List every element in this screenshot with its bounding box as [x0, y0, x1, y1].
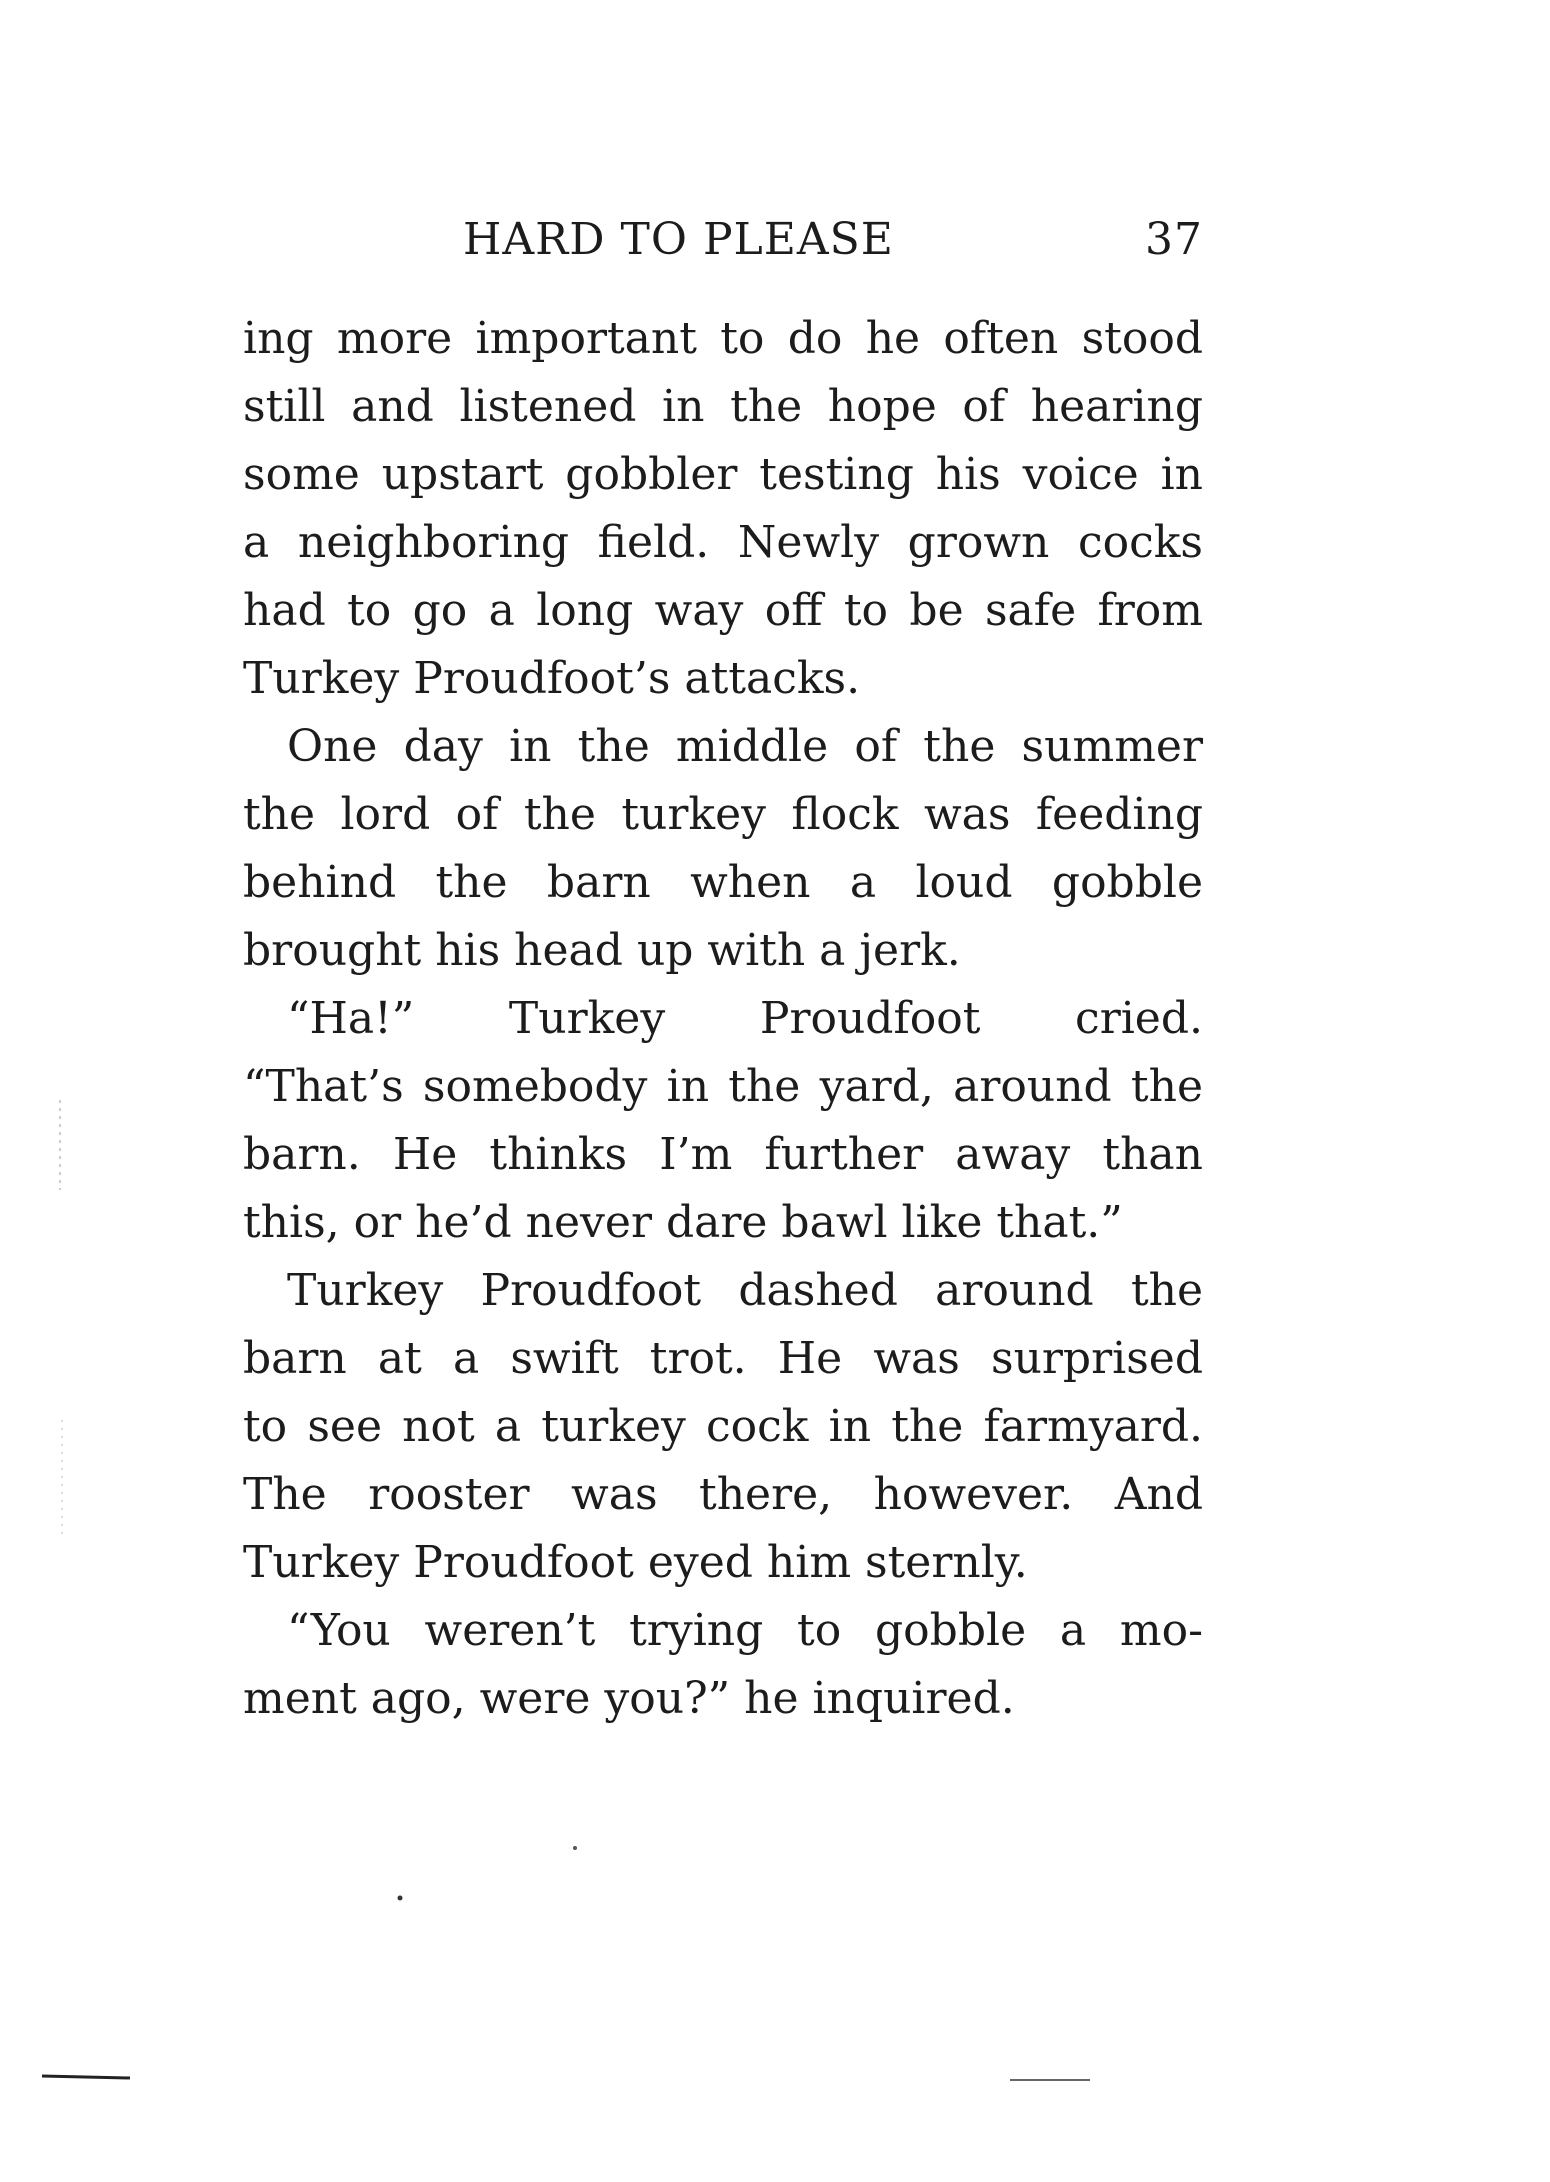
text-line: behind the barn when a loud gobble	[243, 857, 1203, 908]
paragraph-start-line: One day in the middle of the summer	[287, 721, 1203, 772]
text-line: the lord of the turkey flock was feeding	[243, 789, 1203, 840]
text-line: ment ago, were you?” he inquired.	[243, 1673, 1015, 1724]
edge-smudge-left	[42, 2076, 130, 2078]
text-line: “That’s somebody in the yard, around the	[243, 1061, 1203, 1112]
body-text	[243, 305, 1203, 1733]
paragraph-start-line: Turkey Proudfoot dashed around the	[287, 1265, 1203, 1316]
text-line: The rooster was there, however. And	[243, 1469, 1203, 1520]
text-line: to see not a turkey cock in the farmyard.	[243, 1401, 1203, 1452]
running-head	[243, 210, 1203, 270]
text-line: still and listened in the hope of hearing	[243, 381, 1203, 432]
running-title: HARD TO PLEASE	[463, 214, 894, 265]
specks	[573, 1846, 577, 1850]
text-line: had to go a long way off to be safe from	[243, 585, 1203, 636]
paragraph-start-line: “You weren’t trying to gobble a mo-	[287, 1605, 1203, 1656]
text-line: a neighboring field. Newly grown cocks	[243, 517, 1203, 568]
text-line: Turkey Proudfoot’s attacks.	[243, 653, 861, 704]
specks	[398, 1896, 403, 1901]
text-line: barn. He thinks I’m further away than	[243, 1129, 1203, 1180]
text-line: ing more important to do he often stood	[243, 313, 1203, 364]
text-line: barn at a swift trot. He was surprised	[243, 1333, 1203, 1384]
text-line: Turkey Proudfoot eyed him sternly.	[243, 1537, 1028, 1588]
text-line: brought his head up with a jerk.	[243, 925, 961, 976]
text-line: this, or he’d never dare bawl like that.”	[243, 1197, 1123, 1248]
paragraph-start-line: “Ha!” Turkey Proudfoot cried.	[287, 993, 1203, 1044]
page-number: 37	[1145, 214, 1203, 265]
text-line: some upstart gobbler testing his voice in	[243, 449, 1203, 500]
